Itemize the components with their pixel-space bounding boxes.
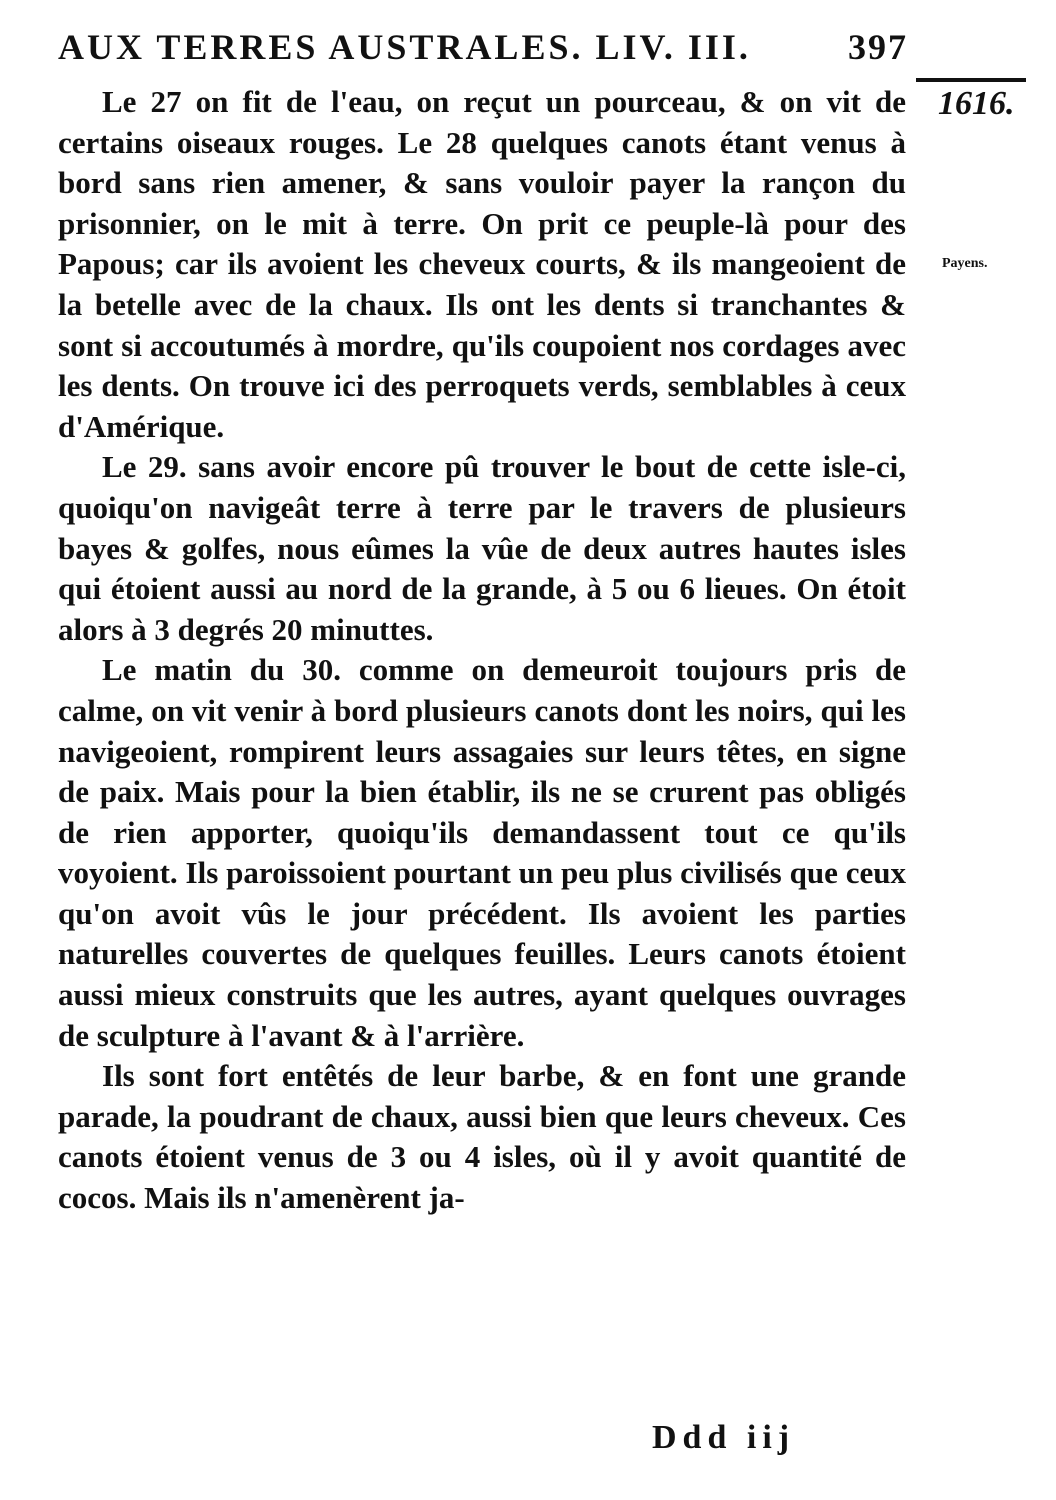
page-number: 397	[848, 27, 908, 67]
signature-mark: Ddd iij	[652, 1419, 796, 1456]
paragraph-3: Le matin du 30. comme on demeuroit toujours pris de calme, on vit venir à bord plusieurs canots dont les noirs, qui les navigeoient, rompirent leurs assagaies sur leurs têtes, en signe de paix. Mais pour la bien établir, ils ne se crurent pas obligés de rien apporter, quoiqu'ils demandassent tout ce qu'ils voyoient. Ils paroissoient pourtant un peu plus civilisés que ceux qu'on avoit vûs le jour précédent. Ils avoient les parties naturelles couvertes de quelques feuilles. Leurs canots étoient aussi mieux construits que les autres, ayant quelques ouvrages de sculpture à l'avant & à l'arrière.	[58, 652, 906, 1053]
page-header	[58, 22, 908, 72]
paragraph-2: Le 29. sans avoir encore pû trouver le bout de cette isle-ci, quoiqu'on navigeât terre à terre par le travers de plusieurs bayes & golfes, nous eûmes la vûe de deux autres hautes isles qui étoient aussi au nord de la grande, à 5 ou 6 lieues. On étoit alors à 3 degrés 20 minuttes.	[58, 449, 906, 647]
margin-note: Payens.	[942, 256, 988, 271]
margin-year: 1616.	[938, 85, 1015, 122]
paragraph-1: Le 27 on fit de l'eau, on reçut un pourceau, & on vit de certains oiseaux rouges. Le 28 quelques canots étant venus à bord sans rien amener, & sans vouloir payer la rançon du prisonnier, on le mit à terre. On prit ce peuple-là pour des Papous; car ils avoient les cheveux courts, & ils mangeoient de la betelle avec de la chaux. Ils ont les dents si tranchantes & sont si accoutumés à mordre, qu'ils coupoient nos cordages avec les dents. On trouve ici des perroquets verds, semblables à ceux d'Amérique.	[58, 84, 906, 444]
body-text	[58, 82, 906, 1219]
running-title: AUX TERRES AUSTRALES. LIV. III.	[58, 27, 751, 67]
paragraph-4: Ils sont fort entêtés de leur barbe, & en font une grande parade, la poudrant de chaux, aussi bien que leurs cheveux. Ces canots étoient venus de 3 ou 4 isles, où il y avoit quantité de cocos. Mais ils n'amenèrent ja-	[58, 1058, 906, 1216]
